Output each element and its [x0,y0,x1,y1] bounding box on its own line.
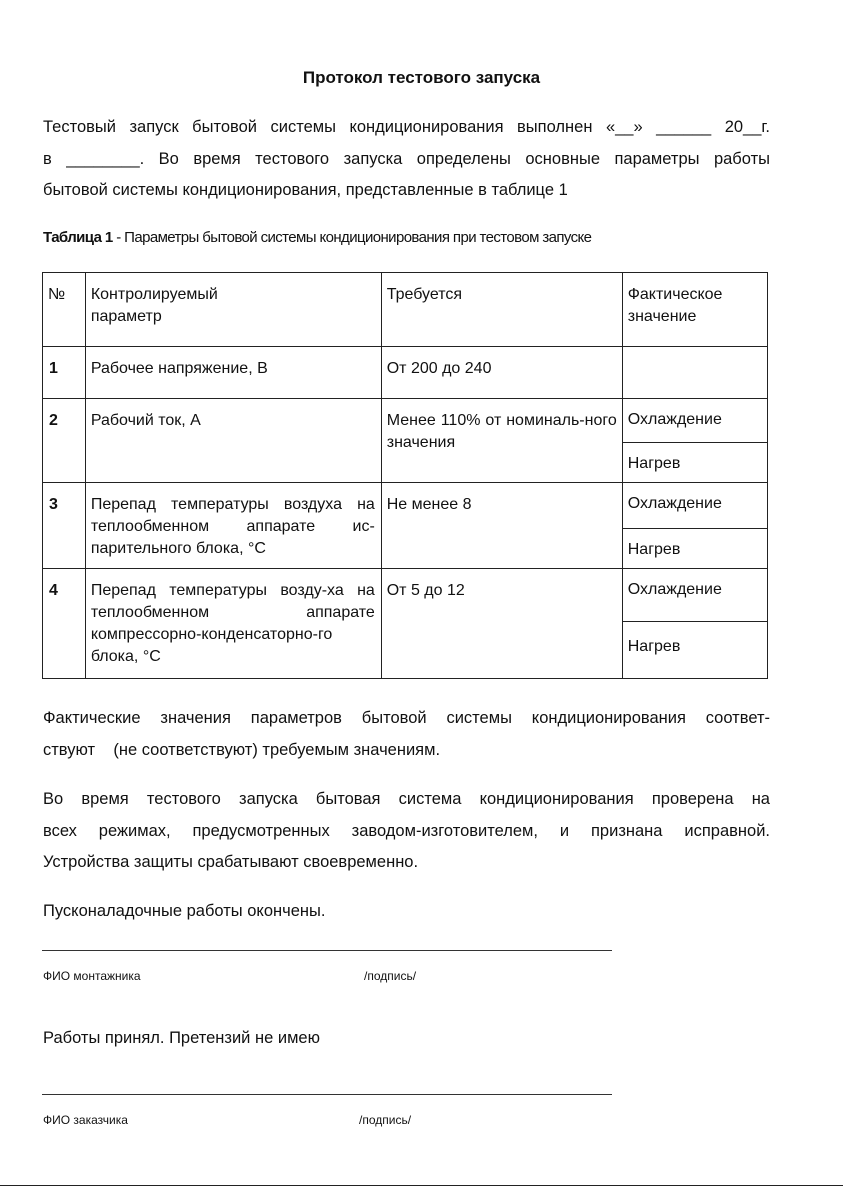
row-1-actual-value[interactable] [622,347,767,399]
conformity-line-2: ствуют (не соответствуют) требуемым значениям. [43,740,441,759]
row-3-mode-heating[interactable]: Нагрев [622,529,767,569]
row-3-param: Перепад температуры воздуха на теплообменном аппарате ис-парительного блока, °С [85,483,381,569]
table-row [43,483,768,529]
acceptance-statement: Работы принял. Претензий не имею [43,1029,320,1047]
row-2-mode-cooling[interactable]: Охлаждение [622,399,767,443]
customer-name-label: ФИО заказчика [43,1113,128,1127]
row-3-required: Не менее 8 [381,483,622,569]
row-3-num: 3 [43,483,86,569]
table-row [43,399,768,443]
row-4-mode-heating[interactable]: Нагрев [622,622,767,679]
table-header-row [43,273,768,347]
row-4-required: От 5 до 12 [381,569,622,679]
row-2-param: Рабочий ток, А [85,399,381,483]
check-line-2: всех режимах, предусмотренных заводом-изготовителем, и признана исправной. [43,821,770,840]
customer-signature-line[interactable] [42,1094,612,1095]
row-1-required: От 200 до 240 [381,347,622,399]
check-paragraph [43,784,770,879]
header-required: Требуется [381,273,622,347]
row-1-param: Рабочее напряжение, В [85,347,381,399]
row-2-mode-heating[interactable]: Нагрев [622,443,767,483]
document-title: Протокол тестового запуска [302,68,541,87]
conformity-paragraph [43,703,770,766]
row-2-required: Менее 110% от номиналь-ного значения [381,399,622,483]
table-caption-label: Таблица 1 [43,229,113,246]
conformity-line-1: Фактические значения параметров бытовой системы кондиционирования соответ- [43,709,770,727]
table-row [43,347,768,399]
check-line-1: Во время тестового запуска бытовая система кондиционирования проверена на [43,790,770,808]
row-4-mode-cooling[interactable]: Охлаждение [622,569,767,622]
intro-line-2: в ________. Во время тестового запуска определены основные параметры работы [43,149,770,168]
installer-signature-line[interactable] [42,950,612,951]
row-2-num: 2 [43,399,86,483]
customer-signature-label: /подпись/ [359,1113,412,1127]
check-line-3: Устройства защиты срабатывают своевременно. [43,853,419,871]
table-row [43,569,768,622]
installer-name-label: ФИО монтажника [43,969,141,983]
header-num: № [43,273,86,347]
header-actual: Фактическое значение [622,273,767,347]
row-4-num: 4 [43,569,86,679]
header-param: Контролируемый параметр [85,273,381,347]
page-bottom-rule [0,1185,843,1186]
row-4-param: Перепад температуры возду-ха на теплообменном аппарате компрессорно-конденсаторно-го блока, °С [85,569,381,679]
works-finished: Пусконаладочные работы окончены. [43,902,326,920]
intro-paragraph [43,112,770,207]
table-caption-text: - Параметры бытовой системы кондиционирования при тестовом запуске [112,229,592,246]
parameters-table [42,272,768,679]
row-1-num: 1 [43,347,86,399]
intro-line-1: Тестовый запуск бытовой системы кондиционирования выполнен «__» ______ 20__г. [43,118,770,136]
intro-line-3: бытовой системы кондиционирования, представленные в таблице 1 [43,181,568,199]
table-caption [43,229,591,246]
installer-signature-label: /подпись/ [364,969,417,983]
row-3-mode-cooling[interactable]: Охлаждение [622,483,767,529]
